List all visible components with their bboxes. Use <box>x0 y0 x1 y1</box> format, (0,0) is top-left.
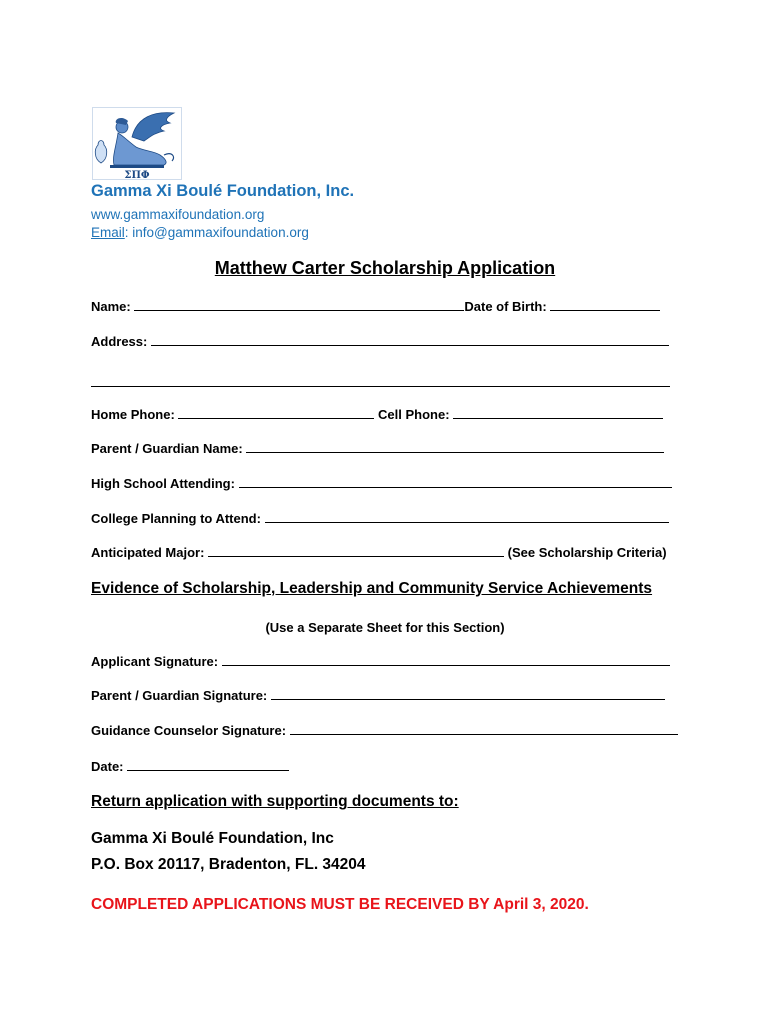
name-label: Name: <box>91 299 131 314</box>
applicant-sig-field[interactable] <box>222 654 670 666</box>
counselor-sig-row <box>91 723 678 738</box>
home-phone-field[interactable] <box>178 407 374 419</box>
date-field[interactable] <box>127 759 289 771</box>
achievements-note: (Use a Separate Sheet for this Section) <box>265 620 505 635</box>
high-school-field[interactable] <box>239 476 672 488</box>
high-school-label: High School Attending: <box>91 476 235 491</box>
phone-row <box>91 407 663 422</box>
parent-sig-row <box>91 688 665 703</box>
dob-label: Date of Birth: <box>464 299 547 314</box>
parent-sig-label: Parent / Guardian Signature: <box>91 688 268 703</box>
email-separator: : <box>124 225 129 240</box>
org-website[interactable]: www.gammaxifoundation.org <box>91 207 265 222</box>
form-title: Matthew Carter Scholarship Application <box>214 258 556 278</box>
date-row <box>91 759 289 774</box>
name-field[interactable] <box>134 299 464 311</box>
address-row <box>91 334 669 349</box>
name-row <box>91 299 660 314</box>
college-label: College Planning to Attend: <box>91 511 261 526</box>
address-line-2[interactable] <box>91 386 670 387</box>
major-label: Anticipated Major: <box>91 545 205 560</box>
email-label[interactable]: Email <box>91 225 125 240</box>
address-field[interactable] <box>151 334 669 346</box>
counselor-sig-field[interactable] <box>290 723 678 735</box>
parent-name-label: Parent / Guardian Name: <box>91 441 243 456</box>
applicant-sig-label: Applicant Signature: <box>91 654 219 669</box>
logo <box>92 107 182 180</box>
major-note: (See Scholarship Criteria) <box>507 545 667 560</box>
parent-name-field[interactable] <box>246 441 664 453</box>
home-phone-label: Home Phone: <box>91 407 175 422</box>
achievements-heading: Evidence of Scholarship, Leadership and Community Service Achievements <box>91 580 653 597</box>
high-school-row <box>91 476 672 491</box>
date-label: Date: <box>91 759 124 774</box>
dob-field[interactable] <box>550 299 660 311</box>
sphinx-emblem-icon <box>92 107 182 180</box>
address-label: Address: <box>91 334 148 349</box>
cell-phone-label: Cell Phone: <box>378 407 450 422</box>
org-name: Gamma Xi Boulé Foundation, Inc. <box>91 182 355 200</box>
college-row <box>91 511 669 526</box>
logo-letters: ΣΠΦ <box>124 170 150 180</box>
major-field[interactable] <box>208 545 504 557</box>
email-value[interactable]: info@gammaxifoundation.org <box>128 225 309 240</box>
deadline-notice: COMPLETED APPLICATIONS MUST BE RECEIVED BY April 3, 2020. <box>91 896 589 913</box>
parent-name-row <box>91 441 664 456</box>
return-heading: Return application with supporting documents to: <box>91 793 459 810</box>
return-address-line2: P.O. Box 20117, Bradenton, FL. 34204 <box>91 856 366 873</box>
counselor-sig-label: Guidance Counselor Signature: <box>91 723 287 738</box>
parent-sig-field[interactable] <box>271 688 665 700</box>
major-row <box>91 545 667 560</box>
applicant-sig-row <box>91 654 670 669</box>
cell-phone-field[interactable] <box>453 407 663 419</box>
return-address-line1: Gamma Xi Boulé Foundation, Inc <box>91 830 334 847</box>
org-email <box>91 225 309 240</box>
college-field[interactable] <box>265 511 669 523</box>
